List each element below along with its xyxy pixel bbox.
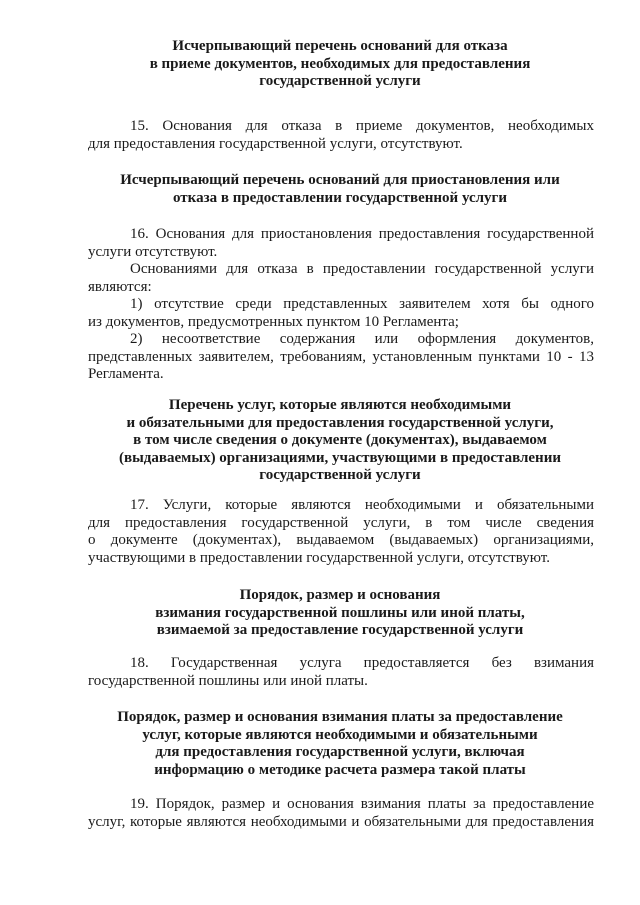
heading-line: услуг, которые являются необходимыми и обязательными bbox=[142, 726, 538, 743]
paragraph-line: из документов, предусмотренных пунктом 10 Регламента; bbox=[88, 313, 459, 330]
paragraph-line: 1) отсутствие среди представленных заявителем хотя бы одного bbox=[130, 296, 594, 312]
section-heading-fee-methodology bbox=[80, 709, 600, 779]
heading-line: государственной услуги bbox=[259, 467, 421, 483]
paragraph-line: 19. Порядок, размер и основания взимания платы за предоставление bbox=[130, 796, 594, 812]
section-heading-necessary-services bbox=[80, 397, 600, 485]
heading-line: (выдаваемых) организациями, участвующими в предоставлении bbox=[118, 449, 561, 466]
paragraph-line: 15. Основания для отказа в приеме документов, необходимых bbox=[130, 118, 594, 134]
paragraph-line: услуг, которые являются необходимыми и обязательными для предоставления bbox=[88, 813, 594, 830]
section-heading-suspension-refusal bbox=[80, 172, 600, 207]
paragraph-line: 2) несоответствие содержания или оформления документов, bbox=[130, 331, 594, 347]
heading-line: Исчерпывающий перечень оснований для приостановления или bbox=[120, 172, 560, 188]
heading-line: государственной услуги bbox=[259, 73, 421, 89]
heading-line: Порядок, размер и основания bbox=[239, 587, 441, 603]
heading-line: в приеме документов, необходимых для предоставления bbox=[149, 55, 531, 72]
heading-line: Порядок, размер и основания взимания платы за предоставление bbox=[117, 709, 563, 725]
paragraph-18 bbox=[88, 655, 594, 690]
heading-line: и обязательными для предоставления государственной услуги, bbox=[126, 414, 554, 431]
paragraph-line: Регламента. bbox=[88, 366, 164, 382]
paragraph-line: представленных заявителем, требованиям, установленным пунктами 10 - 13 bbox=[88, 348, 594, 365]
paragraph-line: 18. Государственная услуга предоставляется без взимания bbox=[130, 655, 594, 671]
paragraph-line: являются: bbox=[88, 278, 152, 295]
heading-line: Исчерпывающий перечень оснований для отказа bbox=[172, 38, 508, 54]
heading-line: взимания государственной пошлины или иной платы, bbox=[155, 604, 525, 621]
paragraph-line: Основаниями для отказа в предоставлении государственной услуги bbox=[130, 261, 594, 277]
paragraph-line: о документе (документах), выдаваемом (выдаваемых) организациями, bbox=[88, 532, 594, 548]
paragraph-line: государственной пошлины или иной платы. bbox=[88, 672, 368, 689]
paragraph-line: 17. Услуги, которые являются необходимыми и обязательными bbox=[130, 497, 594, 513]
heading-line: Перечень услуг, которые являются необходимыми bbox=[168, 397, 512, 413]
heading-line: для предоставления государственной услуги, включая bbox=[155, 744, 525, 760]
heading-line: в том числе сведения о документе (документах), выдаваемом bbox=[133, 432, 547, 448]
heading-line: взимаемой за предоставление государственной услуги bbox=[156, 622, 524, 638]
paragraph-15 bbox=[88, 118, 594, 153]
paragraph-line: для предоставления государственной услуги, в том числе сведения bbox=[88, 514, 594, 531]
section-heading-state-duty bbox=[80, 587, 600, 640]
heading-line: отказа в предоставлении государственной услуги bbox=[172, 189, 508, 206]
paragraph-19 bbox=[88, 796, 594, 831]
paragraph-line: участвующими в предоставлении государственной услуги, отсутствуют. bbox=[88, 549, 550, 566]
heading-line: информацию о методике расчета размера такой платы bbox=[154, 761, 526, 778]
paragraph-line: услуги отсутствуют. bbox=[88, 243, 218, 260]
paragraph-line: для предоставления государственной услуги, отсутствуют. bbox=[88, 135, 463, 152]
paragraph-16 bbox=[88, 226, 594, 384]
paragraph-17 bbox=[88, 497, 594, 567]
section-heading-refusal-acceptance bbox=[80, 38, 600, 91]
paragraph-line: 16. Основания для приостановления предоставления государственной bbox=[130, 226, 594, 242]
